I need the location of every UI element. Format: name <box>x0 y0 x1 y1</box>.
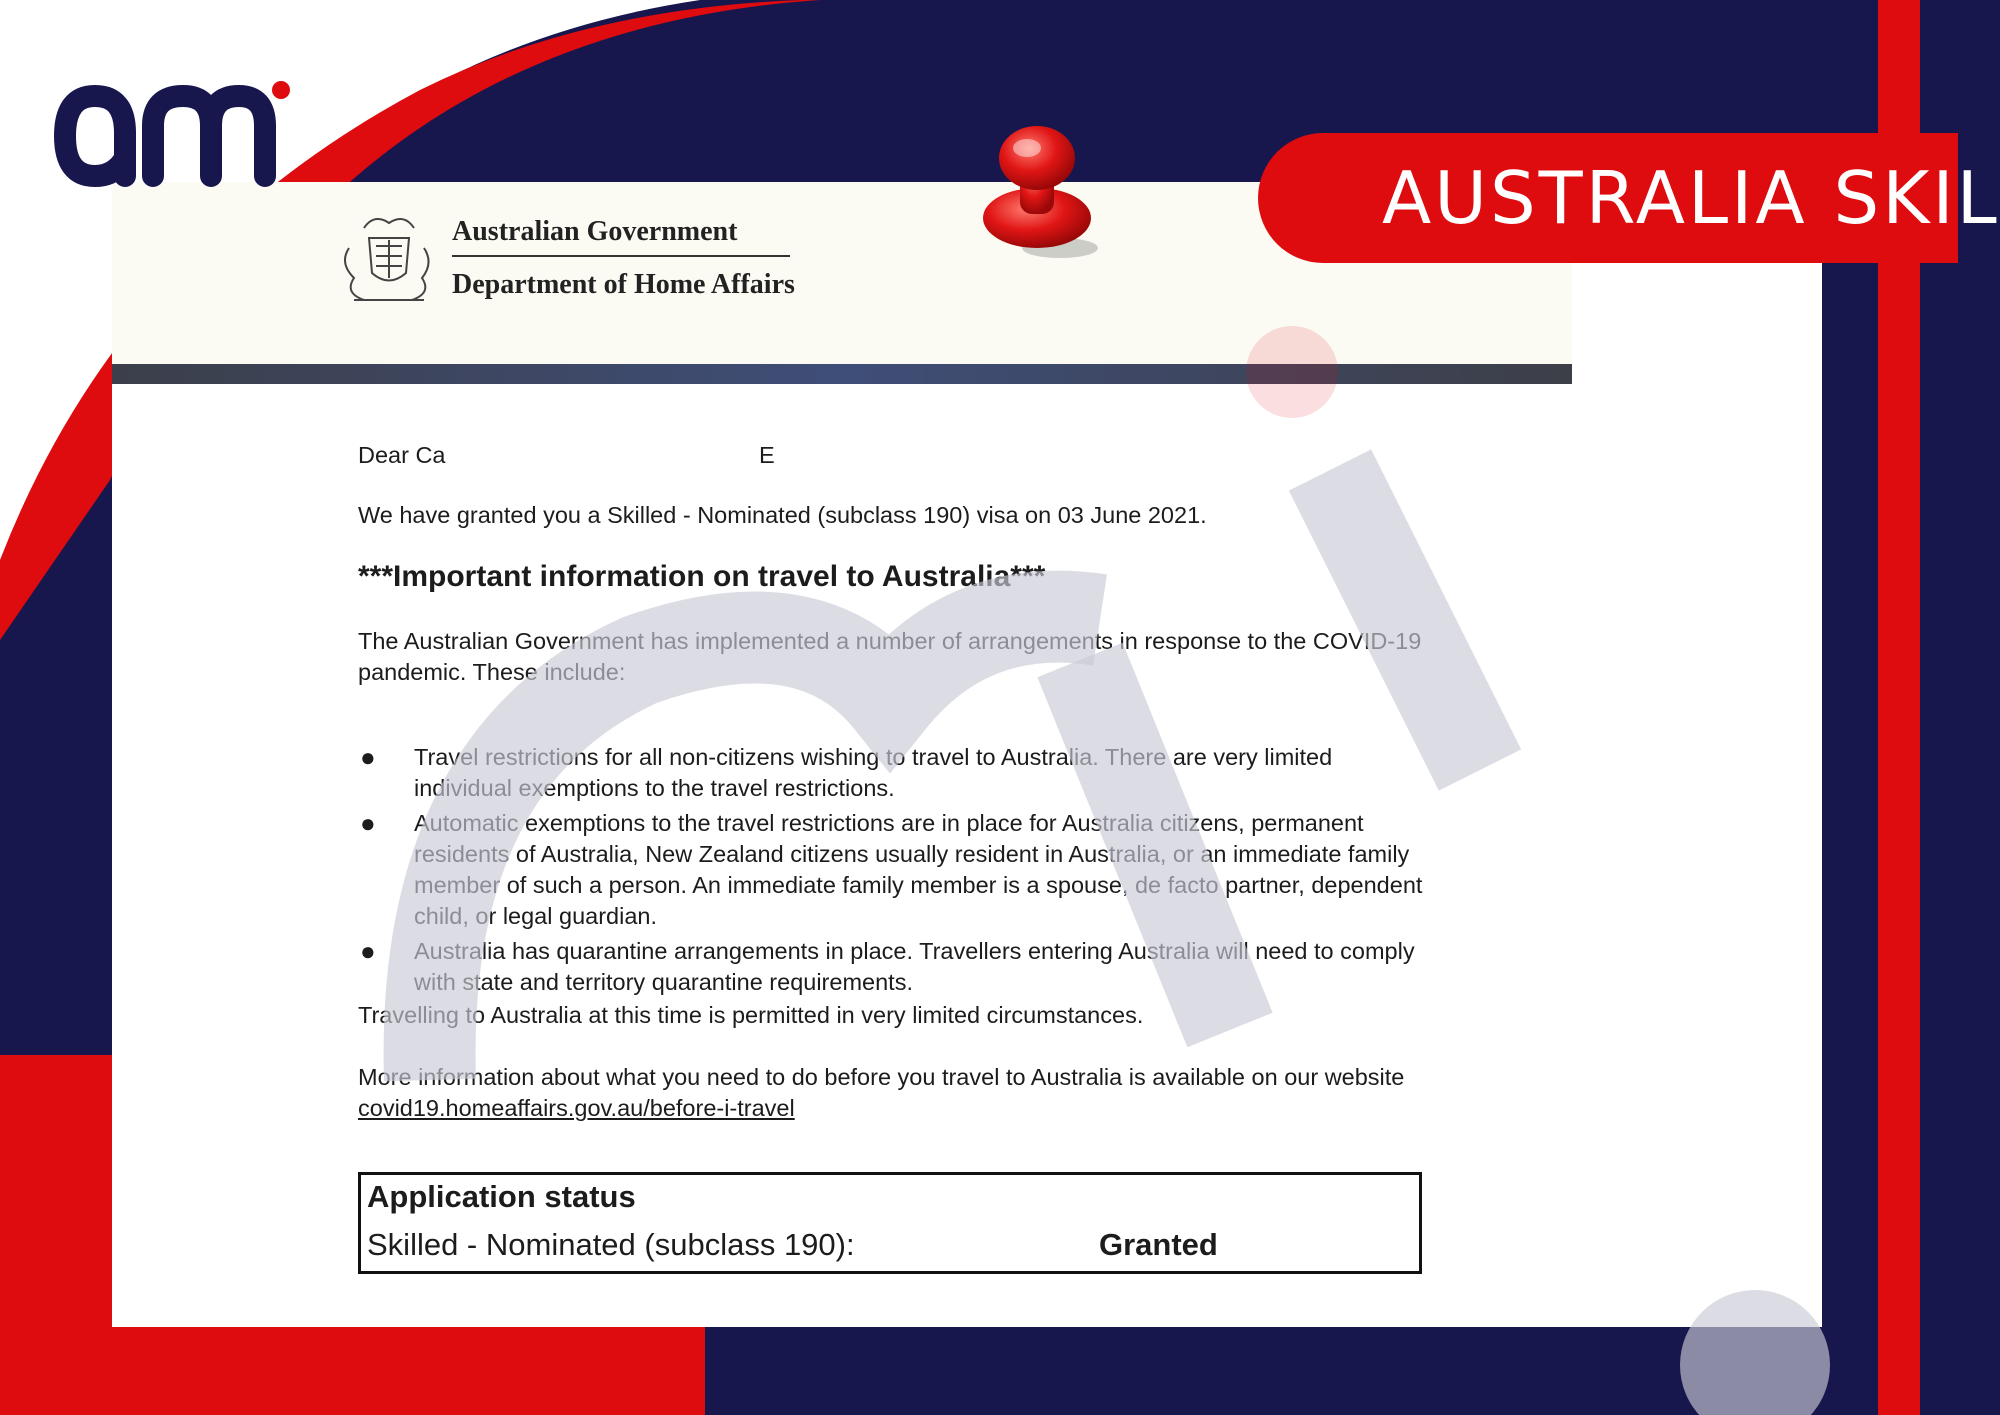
list-item-text: Travel restrictions for all non-citizens wishing to travel to Australia. There are very limited individual exemptions to the travel restrictions. <box>414 744 1333 801</box>
bullet-icon: ● <box>360 936 376 966</box>
government-name: Australian Government <box>452 216 738 247</box>
australia-skilled-banner <box>1258 133 2000 263</box>
application-status-title: Application status <box>367 1179 636 1214</box>
travel-permitted-paragraph: Travelling to Australia at this time is permitted in very limited circumstances. <box>358 1002 1144 1028</box>
banner-title: AUSTRALIA SKIL <box>1382 156 2000 240</box>
list-item <box>358 742 1424 804</box>
letter-document <box>112 182 1822 1327</box>
grant-statement: We have granted you a Skilled - Nominated (subclass 190) visa on 03 June 2021. <box>358 502 1207 528</box>
more-info-text: More information about what you need to do before you travel to Australia is available on our website <box>358 1064 1405 1090</box>
greeting: Dear Ca <box>358 442 446 468</box>
letterhead-bar <box>112 364 1572 384</box>
list-item-text: Australia has quarantine arrangements in place. Travellers entering Australia will need to comply with state and territory quarantine requirements. <box>414 938 1415 995</box>
ami-logo <box>55 78 295 188</box>
department-name: Department of Home Affairs <box>452 269 795 300</box>
red-push-pin-icon <box>975 118 1125 268</box>
australian-coat-of-arms-icon <box>334 208 439 308</box>
visa-subclass-label: Skilled - Nominated (subclass 190): <box>367 1227 855 1262</box>
bullet-icon: ● <box>360 808 376 838</box>
restrictions-list <box>358 742 1498 1002</box>
covid-arrangements-paragraph: The Australian Government has implemented a number of arrangements in response to the COVID-19 pandemic. These include: <box>358 628 1422 685</box>
important-info-heading: ***Important information on travel to Australia*** <box>358 560 1046 593</box>
bullet-icon: ● <box>360 742 376 772</box>
greeting-tail: E <box>759 442 775 468</box>
more-info-paragraph <box>358 1062 1458 1124</box>
letterhead-rule <box>452 255 790 257</box>
application-status-box <box>358 1172 1422 1274</box>
list-item-text: Automatic exemptions to the travel restrictions are in place for Australia citizens, permanent residents of Australia, New Zealand citizens usually resident in Australia, or an immediate family member of such a person. An immediate family member is a spouse, de facto partner, dependent child, or legal guardian. <box>414 810 1423 929</box>
status-value: Granted <box>1099 1227 1218 1262</box>
before-i-travel-link[interactable]: covid19.homeaffairs.gov.au/before-i-travel <box>358 1095 795 1121</box>
list-item <box>358 808 1424 932</box>
list-item <box>358 936 1424 998</box>
